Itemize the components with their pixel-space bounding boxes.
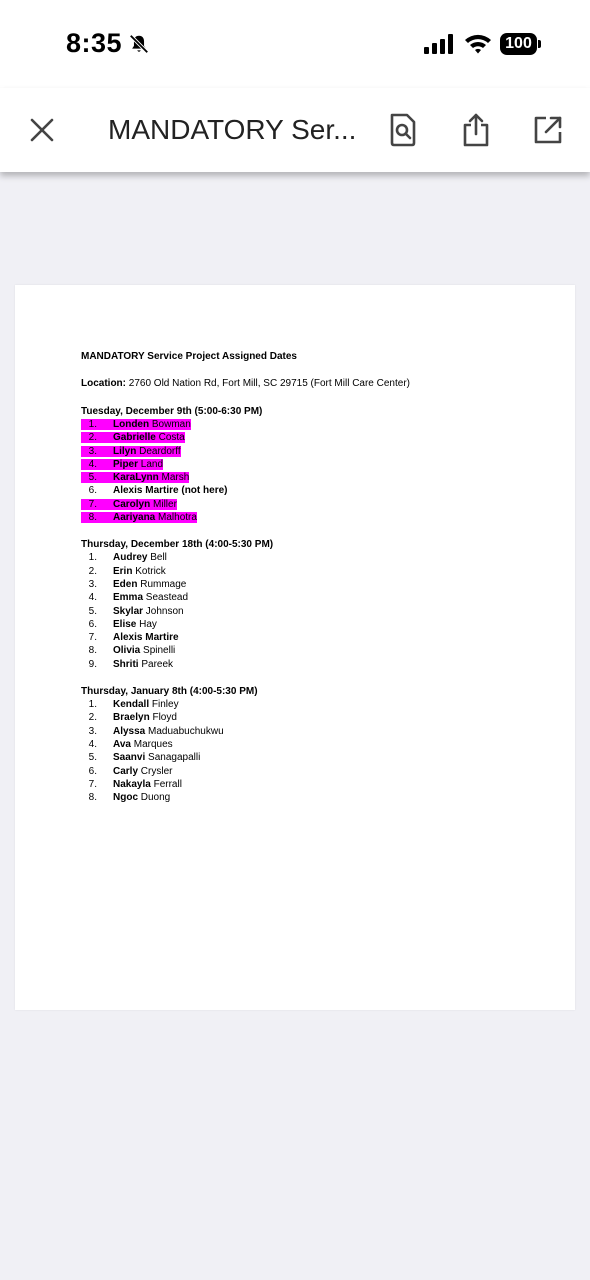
last-name: Seastead — [143, 592, 189, 604]
last-name: Rummage — [137, 578, 187, 590]
list-item — [81, 471, 551, 484]
list-number: 5. — [88, 472, 97, 484]
list-number: 8. — [88, 645, 97, 657]
list-item — [81, 498, 551, 511]
first-name: Alyssa — [113, 725, 146, 737]
first-name: Piper — [113, 458, 139, 470]
list-item — [81, 725, 551, 738]
last-name: Malhotra — [155, 512, 197, 524]
entry — [81, 659, 173, 670]
battery-icon — [500, 33, 542, 55]
list-item — [81, 551, 551, 564]
first-name: Ngoc — [113, 792, 138, 804]
last-name: Spinelli — [140, 645, 176, 657]
list-number: 7. — [88, 778, 97, 790]
entry — [81, 645, 175, 656]
status-bar — [0, 0, 590, 88]
last-name: Marsh — [158, 472, 190, 484]
first-name: Londen — [113, 419, 150, 430]
list-number: 2. — [88, 432, 97, 444]
cellular-signal-icon — [424, 34, 454, 54]
list-item — [81, 431, 551, 444]
bell-slash-icon — [128, 33, 150, 55]
list-number: 6. — [88, 765, 97, 777]
first-name: Erin — [113, 565, 133, 577]
last-name: Pareek — [138, 658, 174, 670]
list-number: 4. — [88, 738, 97, 750]
last-name: Finley — [149, 699, 179, 711]
first-name: Olivia — [113, 645, 141, 657]
list-item — [81, 751, 551, 764]
last-name: Ferrall — [150, 778, 182, 790]
list-item — [81, 565, 551, 578]
document-title: MANDATORY Ser... — [108, 114, 357, 145]
highlighted-entry — [81, 472, 189, 483]
list-number: 4. — [88, 592, 97, 604]
list-number: 2. — [88, 565, 97, 577]
toolbar — [0, 88, 590, 172]
last-name: Kotrick — [132, 565, 166, 577]
list-item — [81, 658, 551, 671]
share-button[interactable] — [456, 110, 496, 150]
first-name: Audrey — [113, 552, 148, 564]
list-number: 3. — [88, 725, 97, 737]
list-item — [81, 791, 551, 804]
list-number: 5. — [88, 752, 97, 764]
list-item — [81, 578, 551, 591]
list-number: 3. — [88, 445, 97, 457]
list-item — [81, 591, 551, 604]
first-name: Alexis Martire — [113, 632, 179, 644]
first-name: Carolyn — [113, 498, 151, 510]
last-name: Deardorff — [136, 445, 181, 457]
highlighted-entry — [81, 459, 163, 470]
entry — [81, 552, 167, 563]
first-name: Lilyn — [113, 445, 137, 457]
document-content — [81, 351, 551, 818]
first-name: Braelyn — [113, 712, 150, 724]
last-name: Miller — [150, 498, 177, 510]
list-item — [81, 765, 551, 778]
student-list — [81, 698, 551, 804]
list-number: 8. — [88, 792, 97, 804]
highlighted-entry — [81, 512, 197, 523]
first-name: Eden — [113, 578, 138, 590]
entry — [81, 752, 200, 763]
entry — [81, 566, 166, 577]
list-number: 1. — [88, 552, 97, 564]
entry — [81, 792, 170, 803]
section-title: Thursday, December 18th (4:00-5:30 PM) — [81, 539, 274, 551]
entry — [81, 606, 184, 617]
document-heading: MANDATORY Service Project Assigned Dates — [81, 351, 297, 362]
close-icon — [30, 118, 54, 142]
entry — [81, 726, 224, 737]
list-item — [81, 631, 551, 644]
list-item — [81, 738, 551, 751]
highlighted-entry — [81, 432, 185, 443]
list-item — [81, 445, 551, 458]
schedule-sections — [81, 405, 551, 804]
first-name: Gabrielle — [113, 432, 156, 444]
last-name: Costa — [155, 432, 185, 444]
first-name: Saanvi — [113, 752, 146, 764]
list-number: 1. — [88, 699, 97, 711]
last-name: Hay — [136, 618, 157, 630]
student-list — [81, 551, 551, 671]
last-name: Sanagapalli — [145, 752, 201, 764]
first-name: Emma — [113, 592, 144, 604]
list-item — [81, 605, 551, 618]
location-line — [81, 378, 551, 405]
list-number: 6. — [88, 618, 97, 630]
first-name: Shriti — [113, 658, 139, 670]
find-in-document-button[interactable] — [383, 110, 423, 150]
highlighted-entry — [81, 499, 177, 510]
list-number: 8. — [88, 512, 97, 524]
entry — [81, 766, 172, 777]
list-item — [81, 484, 551, 497]
wifi-icon — [464, 32, 492, 54]
last-name: Marques — [130, 738, 173, 750]
section-title: Tuesday, December 9th (5:00-6:30 PM) — [81, 406, 263, 417]
entry — [81, 779, 182, 790]
list-item — [81, 711, 551, 724]
entry — [81, 579, 186, 590]
last-name: Duong — [138, 792, 171, 804]
list-number: 5. — [88, 605, 97, 617]
first-name: Aariyana — [113, 512, 156, 524]
status-time: 8:35 — [66, 28, 123, 58]
first-name: Nakayla — [113, 778, 151, 790]
entry — [81, 485, 227, 496]
list-item — [81, 618, 551, 631]
last-name: Johnson — [143, 605, 184, 617]
list-item — [81, 698, 551, 711]
first-name: Ava — [113, 738, 131, 750]
list-number: 7. — [88, 632, 97, 644]
list-item — [81, 418, 551, 431]
first-name: Alexis Martire (not here) — [113, 485, 228, 497]
list-number: 9. — [88, 658, 97, 670]
list-number: 6. — [88, 485, 97, 497]
location-value: 2760 Old Nation Rd, Fort Mill, SC 29715 (Fort Mill Care Center) — [126, 378, 410, 389]
first-name: Kendall — [113, 699, 150, 711]
last-name: Land — [138, 458, 164, 470]
last-name: Crysler — [138, 765, 173, 777]
close-button[interactable] — [26, 112, 58, 148]
list-item — [81, 511, 551, 524]
highlighted-entry — [81, 419, 191, 430]
list-number: 7. — [88, 498, 97, 510]
section-title: Thursday, January 8th (4:00-5:30 PM) — [81, 686, 258, 698]
last-name: Maduabuchukwu — [145, 725, 224, 737]
open-external-icon — [533, 115, 563, 145]
open-external-button[interactable] — [528, 110, 568, 150]
entry — [81, 739, 173, 750]
list-number: 2. — [88, 712, 97, 724]
entry — [81, 592, 188, 603]
last-name: Floyd — [149, 712, 177, 724]
highlighted-entry — [81, 446, 181, 457]
battery-tip — [538, 40, 541, 48]
battery-level: 100 — [500, 33, 537, 55]
list-number: 1. — [88, 419, 97, 430]
student-list — [81, 418, 551, 524]
document-page — [15, 285, 575, 1010]
first-name: KaraLynn — [113, 472, 159, 484]
last-name: Bowman — [149, 419, 191, 430]
entry — [81, 632, 179, 643]
first-name: Elise — [113, 618, 137, 630]
first-name: Carly — [113, 765, 139, 777]
share-icon — [461, 112, 491, 148]
location-label: Location: — [81, 378, 126, 389]
entry — [81, 699, 179, 710]
entry — [81, 619, 157, 630]
list-item — [81, 778, 551, 791]
list-item — [81, 644, 551, 657]
last-name: Bell — [147, 552, 167, 564]
list-number: 4. — [88, 458, 97, 470]
find-in-document-icon — [388, 113, 418, 147]
list-number: 3. — [88, 578, 97, 590]
first-name: Skylar — [113, 605, 144, 617]
list-item — [81, 458, 551, 471]
entry — [81, 712, 177, 723]
